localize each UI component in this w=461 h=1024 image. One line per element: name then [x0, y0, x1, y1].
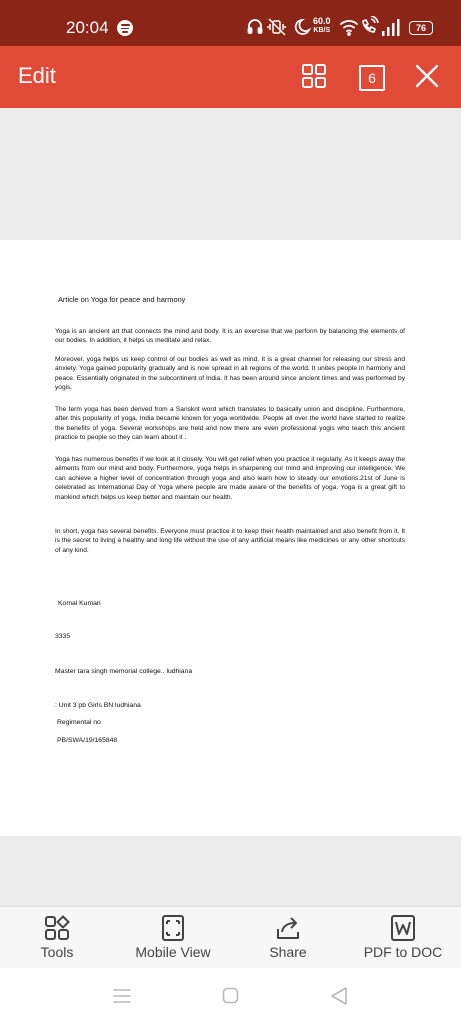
document-paragraph: Moreover, yoga helps us keep control of our bodies as well as mind. It is a great channel for releasing our stress and anxiety. Yoga gained popularity gradually and is now spread in all regions of the world. It unites people in harmony and peace. Essentially originated in the subcontinent of India. It has been around since ancient times and was performed by yogis. — [55, 356, 405, 392]
signature-name: Komal Kumari — [58, 600, 101, 607]
back-icon[interactable] — [330, 986, 348, 1006]
signal-icon — [382, 19, 400, 36]
network-speed-unit: KB/S — [313, 27, 331, 34]
vibrate-icon — [268, 19, 285, 35]
system-nav-bar — [0, 968, 461, 1024]
document-page[interactable] — [0, 240, 461, 836]
signature-regimental-label: Regimental no — [57, 719, 101, 726]
document-title: Article on Yoga for peace and harmony — [58, 295, 186, 304]
app-bar — [0, 46, 461, 108]
tools-button[interactable] — [22, 915, 92, 967]
signature-unit: : Unit 3 pb Girls BN ludhiana — [55, 702, 141, 709]
headphones-icon — [249, 20, 262, 33]
mobile-view-button[interactable] — [130, 915, 216, 967]
status-icons-left — [247, 16, 317, 38]
menu-icon[interactable] — [113, 988, 131, 1004]
signature-number: 3335 — [55, 633, 71, 640]
viewer-background-bottom — [0, 836, 461, 906]
pdf-to-doc-label: PDF to DOC — [363, 944, 443, 960]
viewer-background-top — [0, 108, 461, 240]
wifi-call-icon — [363, 16, 378, 32]
spotify-icon — [117, 20, 133, 36]
battery-icon: 76 — [409, 21, 433, 35]
page-count-icon[interactable]: 6 — [359, 65, 385, 91]
signature-college: Master tara singh memorial college.. ludhiana — [55, 668, 193, 675]
document-paragraph: The term yoga has been derived from a Sanskrit word which translates to basically union and discipline. Furthermore, after this popularity of yoga, India became known for yoga worldwide. People all over the world have started to realize the benefits of yoga. Several workshops are held and now there are even professional yogis who teach this ancient practice to people so they can learn about it . — [55, 406, 405, 442]
close-icon[interactable] — [415, 64, 439, 88]
share-label: Share — [269, 944, 307, 960]
status-bar — [0, 0, 461, 46]
word-doc-icon — [390, 915, 416, 941]
network-speed-value: 60.0 — [313, 16, 331, 26]
tools-grid-icon — [44, 915, 70, 941]
share-button[interactable] — [258, 915, 318, 967]
document-paragraph: Yoga has numerous benefits if we look at it closely. You will get relief when you practice it regularly. As it keeps away the ailments from our mind and body. Furthermore, yoga helps in sharpening our mind and improving our intelligence. We can achieve a higher level of concentration through yoga and also learn how to steady our emotions.21st of June is celebrated as International Day of Yoga where people are made aware of the benefits of yoga. Yoga is a great gift to mankind which helps us keep better and maintain our health. — [55, 456, 405, 501]
tools-label: Tools — [40, 944, 74, 960]
document-paragraph: In short, yoga has several benefits. Everyone must practice it to keep their health maintained and also benefit from it. It is the secret to living a healthy and long life without the use of any artificial means like medicines or any other shortcuts of any kind. — [55, 528, 405, 554]
network-speed — [313, 17, 331, 35]
do-not-disturb-moon-icon — [296, 20, 309, 34]
grid-view-icon[interactable] — [302, 64, 326, 88]
status-time: 20:04 — [66, 18, 109, 37]
page-title: Edit — [18, 63, 56, 88]
signature-regimental-no: PB/SWA/19/165848 — [57, 737, 118, 744]
share-icon — [275, 915, 301, 941]
mobile-view-icon — [161, 915, 185, 941]
pdf-to-doc-button[interactable] — [362, 915, 444, 967]
home-icon[interactable] — [222, 987, 239, 1004]
mobile-view-label: Mobile View — [135, 944, 211, 960]
document-paragraph: Yoga is an ancient art that connects the mind and body. It is an exercise that we perform by balancing the elements of our bodies. In addition, it helps us meditate and relax. — [55, 328, 405, 345]
bottom-toolbar — [0, 906, 461, 969]
wifi-icon — [341, 21, 357, 35]
status-icons-right — [340, 16, 410, 38]
